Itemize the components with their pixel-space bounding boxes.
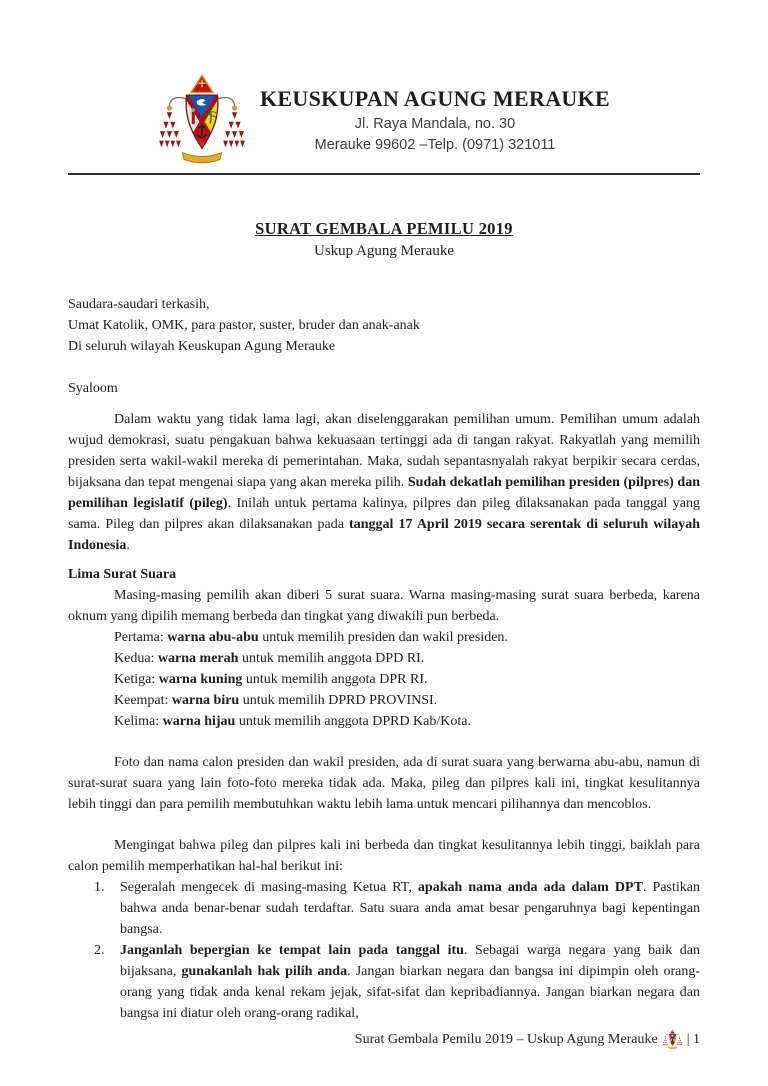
document-subtitle: Uskup Agung Merauke xyxy=(314,243,454,259)
ballot-item-third: Ketiga: warna kuning untuk memilih anggota DPR RI. xyxy=(114,672,428,687)
ballot-item-fourth: Keempat: warna biru untuk memilih DPRD PROVINSI. xyxy=(114,693,438,708)
paragraph-ballot-detail: Foto dan nama calon presiden dan wakil presiden, ada di surat suara yang berwarna abu-abu, namun di surat-surat suara yang lain foto-foto mereka tidak ada. Maka, pileg dan pilpres kali ini, tingkat kesulitannya lebih tinggi dan para pemilih membutuhkan waktu lebih lama untuk mencari pilihannya dan mencoblos. xyxy=(68,755,700,812)
footer-text: Surat Gembala Pemilu 2019 – Uskup Agung Merauke xyxy=(354,1031,658,1047)
list-item-number: 1. xyxy=(94,880,105,895)
page-footer xyxy=(355,1029,700,1050)
salutation-line: Di seluruh wilayah Keuskupan Agung Merauke xyxy=(68,339,336,354)
letter-body xyxy=(0,217,768,1024)
paragraph-voter-reminder: Mengingat bahwa pileg dan pilpres kali ini berbeda dan tingkat kesulitannya lebih tinggi, baiklah para calon pemilih memperhatikan hal-hal berikut ini: xyxy=(68,838,700,874)
diocese-crest-icon xyxy=(158,72,246,168)
section-heading-lima-surat-suara: Lima Surat Suara xyxy=(68,567,177,582)
salutation xyxy=(68,294,700,357)
page-number: | 1 xyxy=(686,1031,700,1047)
list-item-text: Janganlah bepergian ke tempat lain pada tanggal itu. Sebagai warga negara yang baik dan bijaksana, gunakanlah hak pilih anda. Jangan biarkan negara dan bangsa ini dipimpin oleh orang-orang yang tidak anda kenal rekam jejak, sifat-sifat dan kepribadiannya. Jangan biarkan negara dan bangsa ini diatur oleh orang-orang radikal, xyxy=(120,943,700,1021)
document-title: SURAT GEMBALA PEMILU 2019 xyxy=(255,219,513,238)
address-line-1: Jl. Raya Mandala, no. 30 xyxy=(354,116,516,132)
salutation-line: Umat Katolik, OMK, para pastor, suster, bruder dan anak-anak xyxy=(68,318,420,333)
ballot-color-list xyxy=(68,627,700,732)
greeting: Syaloom xyxy=(68,381,118,396)
ballot-item-fifth: Kelima: warna hijau untuk memilih anggota DPRD Kab/Kota. xyxy=(114,714,471,729)
salutation-line: Saudara-saudari terkasih, xyxy=(68,297,210,312)
list-item-text: Segeralah mengecek di masing-masing Ketua RT, apakah nama anda ada dalam DPT. Pastikan bahwa anda benar-benar sudah terdaftar. Satu suara anda amat besar pengaruhnya bagi kepentingan bangsa. xyxy=(120,880,700,937)
title-block xyxy=(68,217,700,262)
ballot-item-first: Pertama: warna abu-abu untuk memilih presiden dan wakil presiden. xyxy=(114,630,508,645)
footer-crest-icon xyxy=(663,1029,682,1050)
list-item xyxy=(68,877,700,940)
paragraph-election-intro: Dalam waktu yang tidak lama lagi, akan diselenggarakan pemilihan umum. Pemilihan umum adalah wujud demokrasi, suatu pengakuan bahwa kekuasaan tertinggi ada di tangan rakyat. Rakyatlah yang memilih presiden serta wakil-wakil mereka di pemerintahan. Maka, sudah sepantasnyalah rakyat berpikir secara cerdas, bijaksana dan tepat mengenai siapa yang akan mereka pilih. Sudah dekatlah pemilihan presiden (pilpres) dan pemilihan legislatif (pileg). Inilah untuk pertama kalinya, pilpres dan pileg dilaksanakan pada tanggal yang sama. Pileg dan pilpres akan dilaksanakan pada tanggal 17 April 2019 secara serentak di seluruh wilayah Indonesia. xyxy=(68,412,700,553)
letterhead xyxy=(0,0,768,168)
list-item xyxy=(68,940,700,1024)
letterhead-text xyxy=(260,84,610,156)
ballot-item-second: Kedua: warna merah untuk memilih anggota DPD RI. xyxy=(114,651,425,666)
organization-name: KEUSKUPAN AGUNG MERAUKE xyxy=(260,86,610,111)
list-item-number: 2. xyxy=(94,943,105,958)
address-line-2: Merauke 99602 –Telp. (0971) 321011 xyxy=(314,137,556,153)
advice-list xyxy=(68,877,700,1024)
paragraph-ballot-intro: Masing-masing pemilih akan diberi 5 surat suara. Warna masing-masing surat suara berbeda, karena oknum yang dipilih memang berbeda dan tingkat yang diwakili pun berbeda. xyxy=(68,588,700,624)
letterhead-divider xyxy=(68,173,700,175)
